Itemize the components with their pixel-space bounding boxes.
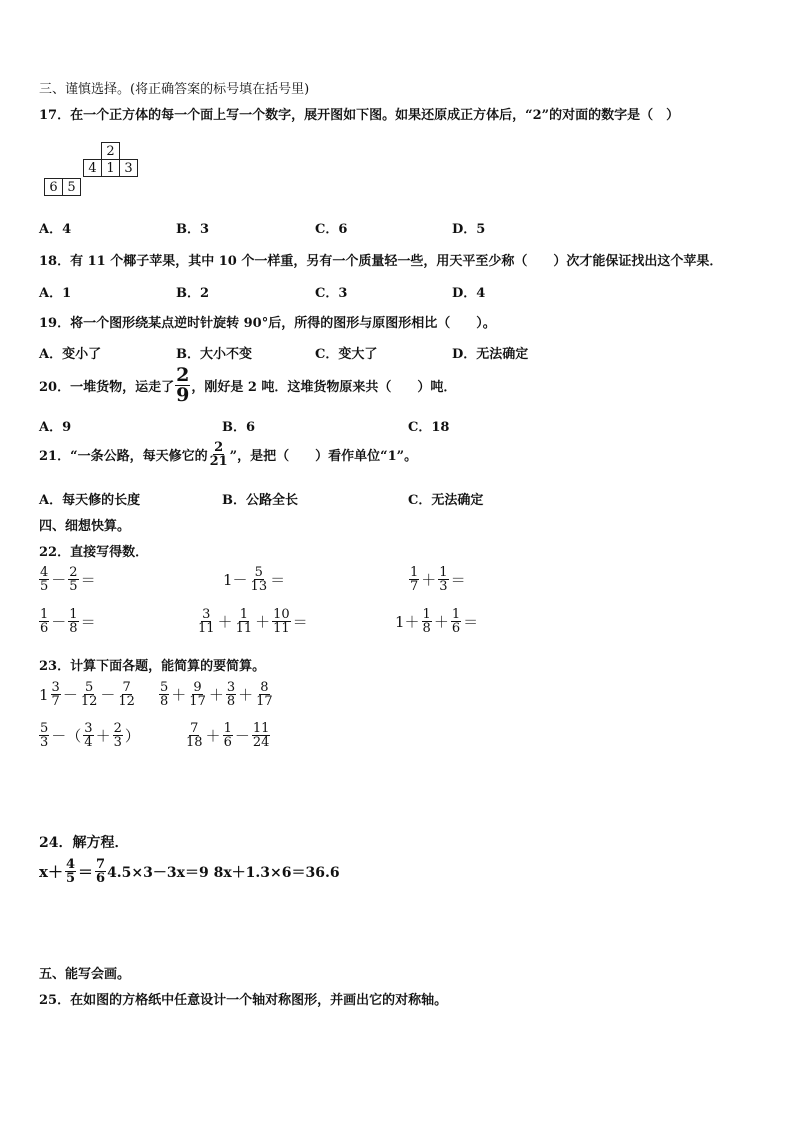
fraction xyxy=(272,608,291,635)
denominator: 6 xyxy=(223,735,232,750)
fraction xyxy=(83,722,93,749)
question-22: 22．直接写得数． xyxy=(39,545,149,560)
q18-option-c: C．3 xyxy=(315,286,348,301)
numerator: 5 xyxy=(160,680,169,695)
q24-equations xyxy=(38,858,340,885)
fraction xyxy=(95,858,106,885)
numerator: 3 xyxy=(226,680,236,695)
fraction xyxy=(422,608,432,635)
fraction xyxy=(185,722,204,749)
question-20 xyxy=(39,366,456,405)
q23-expr-4 xyxy=(184,722,271,749)
operator: ＋ xyxy=(208,686,224,704)
q17-option-d: D．5 xyxy=(452,222,486,237)
cube-net xyxy=(83,142,138,177)
operator: ＋ xyxy=(95,727,111,745)
q20-option-a: A．9 xyxy=(39,420,72,435)
q21-text-pre: 21．“一条公路，每天修它的 xyxy=(39,449,208,464)
q19-option-d: D．无法确定 xyxy=(452,347,529,362)
equation-text: 4.5×3－3x＝9 8x＋1.3×6＝36.6 xyxy=(107,864,340,881)
numerator: 1 xyxy=(239,607,248,622)
operator: ＋ xyxy=(255,613,271,631)
denominator: 8 xyxy=(160,694,169,709)
denominator: 11 xyxy=(198,621,215,636)
operator: － xyxy=(51,571,67,589)
q21-option-c: C．无法确定 xyxy=(408,493,484,508)
q19-option-b: B．大小不变 xyxy=(176,347,252,362)
denominator: 5 xyxy=(69,579,78,594)
q21-fraction xyxy=(209,441,229,468)
operator: － xyxy=(62,686,78,704)
numerator: 7 xyxy=(122,680,131,695)
denominator: 17 xyxy=(189,694,206,709)
denominator: 3 xyxy=(40,735,49,750)
q22-expr-4 xyxy=(38,608,97,635)
whole-number: 1＋ xyxy=(395,613,420,631)
fraction xyxy=(255,681,274,708)
whole-number: 1 xyxy=(39,685,49,704)
net-cell: 1 xyxy=(102,160,120,177)
operator: ＋ xyxy=(433,613,449,631)
fraction xyxy=(409,566,419,593)
q20-option-c: C．18 xyxy=(408,420,450,435)
fraction xyxy=(51,681,61,708)
denominator: 11 xyxy=(273,621,290,636)
q23-expr-3 xyxy=(38,722,141,749)
q20-fraction xyxy=(175,366,190,405)
fraction xyxy=(226,681,236,708)
whole-number: 1－ xyxy=(223,571,248,589)
fraction xyxy=(39,566,49,593)
operator: － xyxy=(234,727,250,745)
operator: ＋ xyxy=(205,727,221,745)
question-25: 25．在如图的方格纸中任意设计一个轴对称图形，并画出它的对称轴。 xyxy=(39,993,448,1008)
fraction xyxy=(250,566,269,593)
operator: ＋ xyxy=(217,613,233,631)
q20-text-post: ，刚好是 2 吨．这堆货物原来共（ ）吨． xyxy=(191,380,457,395)
operator: ＋ xyxy=(421,571,437,589)
q17-option-c: C．6 xyxy=(315,222,348,237)
section-5-title: 五、能写会画。 xyxy=(39,967,131,982)
section-3-title: 三、谨慎选择。(将正确答案的标号填在括号里) xyxy=(39,82,310,97)
numerator: 1 xyxy=(451,607,461,622)
numerator: 1 xyxy=(40,607,49,622)
numerator: 5 xyxy=(84,680,94,695)
numerator: 1 xyxy=(410,565,419,580)
denominator: 5 xyxy=(40,579,49,594)
fraction xyxy=(252,722,271,749)
equals: ＝ xyxy=(78,863,94,881)
equals: ＝ xyxy=(463,613,479,631)
numerator: 7 xyxy=(190,721,199,736)
numerator: 2 xyxy=(176,364,190,386)
q22-expr-5 xyxy=(196,608,309,635)
term: x＋ xyxy=(39,863,63,881)
denominator: 7 xyxy=(410,579,419,594)
fraction xyxy=(68,608,78,635)
numerator: 5 xyxy=(40,721,49,736)
q22-expr-2 xyxy=(222,566,286,593)
q21-option-a: A．每天修的长度 xyxy=(39,493,141,508)
numerator: 9 xyxy=(193,680,202,695)
net-cell: 4 xyxy=(84,160,102,177)
numerator: 1 xyxy=(69,607,78,622)
q23-expr-1 xyxy=(38,681,137,708)
denominator: 8 xyxy=(422,621,431,636)
q18-option-a: A．1 xyxy=(39,286,72,301)
numerator: 1 xyxy=(422,607,431,622)
denominator: 9 xyxy=(176,384,190,406)
numerator: 8 xyxy=(260,680,269,695)
net-cell: 6 xyxy=(45,179,63,196)
numerator: 2 xyxy=(69,565,78,580)
q17-option-b: B．3 xyxy=(176,222,210,237)
denominator: 5 xyxy=(65,871,75,886)
q18-option-d: D．4 xyxy=(452,286,486,301)
numerator: 4 xyxy=(40,565,49,580)
denominator: 7 xyxy=(51,694,60,709)
numerator: 5 xyxy=(254,565,263,580)
denominator: 12 xyxy=(80,694,98,709)
numerator: 1 xyxy=(439,565,448,580)
denominator: 6 xyxy=(96,871,106,886)
q22-expr-6 xyxy=(394,608,479,635)
fraction xyxy=(223,722,233,749)
denominator: 6 xyxy=(451,621,461,636)
denominator: 3 xyxy=(113,735,122,750)
fraction xyxy=(80,681,99,708)
numerator: 10 xyxy=(273,607,290,622)
q21-option-b: B．公路全长 xyxy=(222,493,298,508)
fraction xyxy=(65,858,76,885)
numerator: 2 xyxy=(113,721,122,736)
equals: ＝ xyxy=(292,613,308,631)
fraction xyxy=(235,608,254,635)
question-17: 17．在一个正方体的每一个面上写一个数字，展开图如下图。如果还原成正方体后，“2”的对面的数字是（ ） xyxy=(39,108,680,123)
fraction xyxy=(68,566,78,593)
numerator: 4 xyxy=(65,857,75,872)
fraction xyxy=(197,608,216,635)
question-24: 24．解方程． xyxy=(39,835,129,851)
denominator: 13 xyxy=(250,579,268,594)
section-4-title: 四、细想快算。 xyxy=(39,519,131,534)
paren-close: ） xyxy=(124,727,140,745)
operator: ＋ xyxy=(171,686,187,704)
operator: －（ xyxy=(51,727,82,745)
denominator: 18 xyxy=(186,735,203,750)
equals: ＝ xyxy=(450,571,466,589)
net-cell: 2 xyxy=(102,143,120,160)
numerator: 7 xyxy=(96,857,106,872)
fraction xyxy=(113,722,123,749)
q20-text-pre: 20．一堆货物，运走了 xyxy=(39,380,175,395)
denominator: 21 xyxy=(209,454,228,469)
fraction xyxy=(117,681,136,708)
denominator: 12 xyxy=(118,694,135,709)
equals: ＝ xyxy=(270,571,286,589)
denominator: 8 xyxy=(226,694,236,709)
fraction xyxy=(438,566,448,593)
net-cell: 5 xyxy=(63,179,81,196)
q22-expr-3 xyxy=(408,566,467,593)
fraction xyxy=(159,681,169,708)
question-23: 23．计算下面各题，能简算的要简算。 xyxy=(39,659,266,674)
question-21 xyxy=(39,441,417,468)
equals: ＝ xyxy=(80,613,96,631)
denominator: 8 xyxy=(69,621,78,636)
q22-expr-1 xyxy=(38,566,97,593)
q18-option-b: B．2 xyxy=(176,286,210,301)
fraction xyxy=(188,681,207,708)
numerator: 2 xyxy=(214,440,224,455)
q21-text-post: ”，是把（ ）看作单位“1”。 xyxy=(229,449,418,464)
operator: ＋ xyxy=(238,686,254,704)
operator: － xyxy=(51,613,67,631)
q20-option-b: B．6 xyxy=(222,420,256,435)
q19-option-c: C．变大了 xyxy=(315,347,378,362)
q17-option-a: A．4 xyxy=(39,222,72,237)
denominator: 17 xyxy=(256,694,273,709)
numerator: 3 xyxy=(51,680,60,695)
fraction xyxy=(39,722,49,749)
denominator: 3 xyxy=(439,579,448,594)
numerator: 1 xyxy=(223,721,232,736)
denominator: 24 xyxy=(252,735,270,750)
denominator: 11 xyxy=(235,621,253,636)
numerator: 11 xyxy=(252,721,270,736)
fraction xyxy=(39,608,49,635)
question-19: 19．将一个图形绕某点逆时针旋转 90°后，所得的图形与原图形相比（ ）。 xyxy=(39,316,496,331)
equals: ＝ xyxy=(80,571,96,589)
numerator: 3 xyxy=(84,721,93,736)
operator: － xyxy=(100,686,116,704)
numerator: 3 xyxy=(202,607,211,622)
fraction xyxy=(451,608,461,635)
cube-net-bottom xyxy=(44,178,81,196)
net-cell: 3 xyxy=(120,160,138,177)
question-18: 18．有 11 个椰子苹果，其中 10 个一样重，另有一个质量轻一些，用天平至少称（ ）次才能保证找出这个苹果． xyxy=(39,254,723,269)
denominator: 4 xyxy=(84,735,93,750)
q23-expr-2 xyxy=(158,681,275,708)
q19-option-a: A．变小了 xyxy=(39,347,102,362)
denominator: 6 xyxy=(40,621,49,636)
